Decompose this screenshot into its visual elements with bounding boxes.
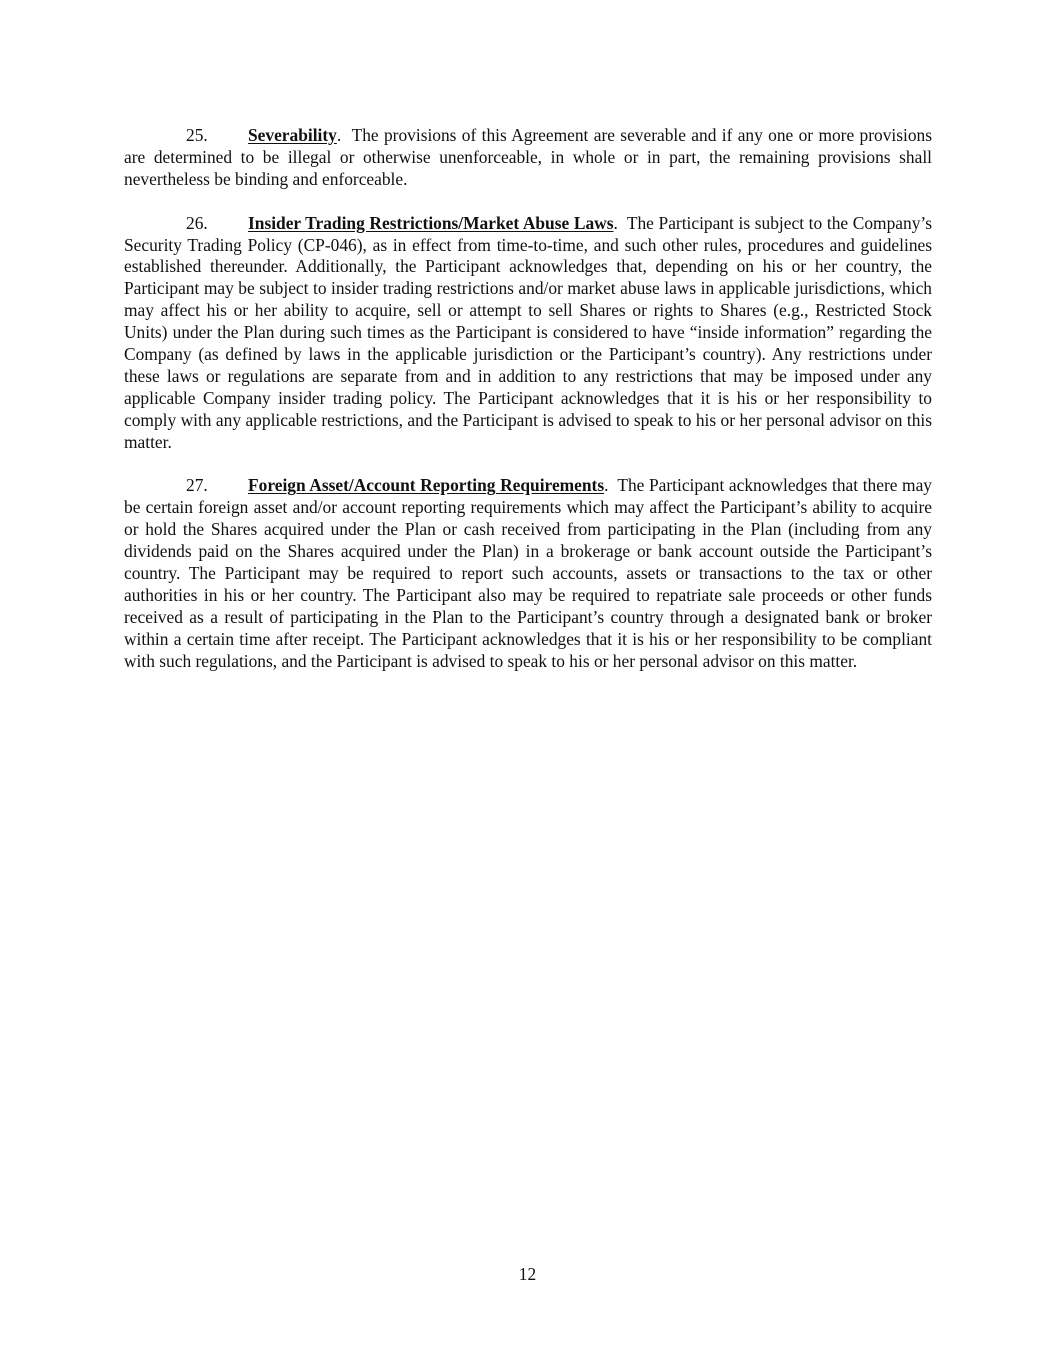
section-heading-punctuation: . xyxy=(336,125,342,145)
section-insider-trading xyxy=(124,213,932,454)
section-heading: Foreign Asset/Account Reporting Requirements xyxy=(248,475,605,496)
section-foreign-asset-reporting xyxy=(124,475,932,672)
page-number: 12 xyxy=(518,1264,537,1284)
section-number: 26. xyxy=(186,212,208,233)
section-text: The Participant is subject to the Company’s Security Trading Policy (CP-046), as in effect from time-to-time, and such other rules, procedures and guidelines established thereunder. Additionally, the Participant acknowledges that, depending on his or her country, the Participant may be subject to insider trading restrictions and/or market abuse laws in applicable jurisdictions, which may affect his or her ability to acquire, sell or attempt to sell Shares or rights to Shares (e.g., Restricted Stock Units) under the Plan during such times as the Participant is considered to have “inside information” regarding the Company (as defined by laws in the applicable jurisdiction or the Participant’s country). Any restrictions under these laws or regulations are separate from and in addition to any restrictions that may be imposed under any applicable Company insider trading policy. The Participant acknowledges that it is his or her responsibility to comply with any applicable restrictions, and the Participant is advised to speak to his or her personal advisor on this matter. xyxy=(124,212,932,452)
section-heading-punctuation: . xyxy=(613,212,618,233)
section-severability xyxy=(124,125,932,191)
section-text: The Participant acknowledges that there may be certain foreign asset and/or account reporting requirements which may affect the Participant’s ability to acquire or hold the Shares acquired under the Plan or cash received from participating in the Plan (including from any dividends paid on the Shares acquired under the Plan) in a brokerage or bank account outside the Participant’s country. The Participant may be required to report such accounts, assets or transactions to the tax or other authorities in his or her country. The Participant also may be required to repatriate sale proceeds or other funds received as a result of participating in the Plan to the Participant’s country through a designated bank or broker within a certain time after receipt. The Participant acknowledges that it is his or her responsibility to be compliant with such regulations, and the Participant is advised to speak to his or her personal advisor on this matter. xyxy=(124,475,932,671)
section-heading: Insider Trading Restrictions/Market Abuse Laws xyxy=(248,212,614,233)
section-number: 27. xyxy=(186,475,208,496)
section-number: 25. xyxy=(186,125,208,145)
section-heading-punctuation: . xyxy=(604,475,609,496)
section-text: The provisions of this Agreement are severable and if any one or more provisions are determined to be illegal or otherwise unenforceable, in whole or in part, the remaining provisions shall nevertheless be binding and enforceable. xyxy=(124,125,932,189)
section-heading: Severability xyxy=(248,125,337,145)
document-body xyxy=(124,125,932,695)
